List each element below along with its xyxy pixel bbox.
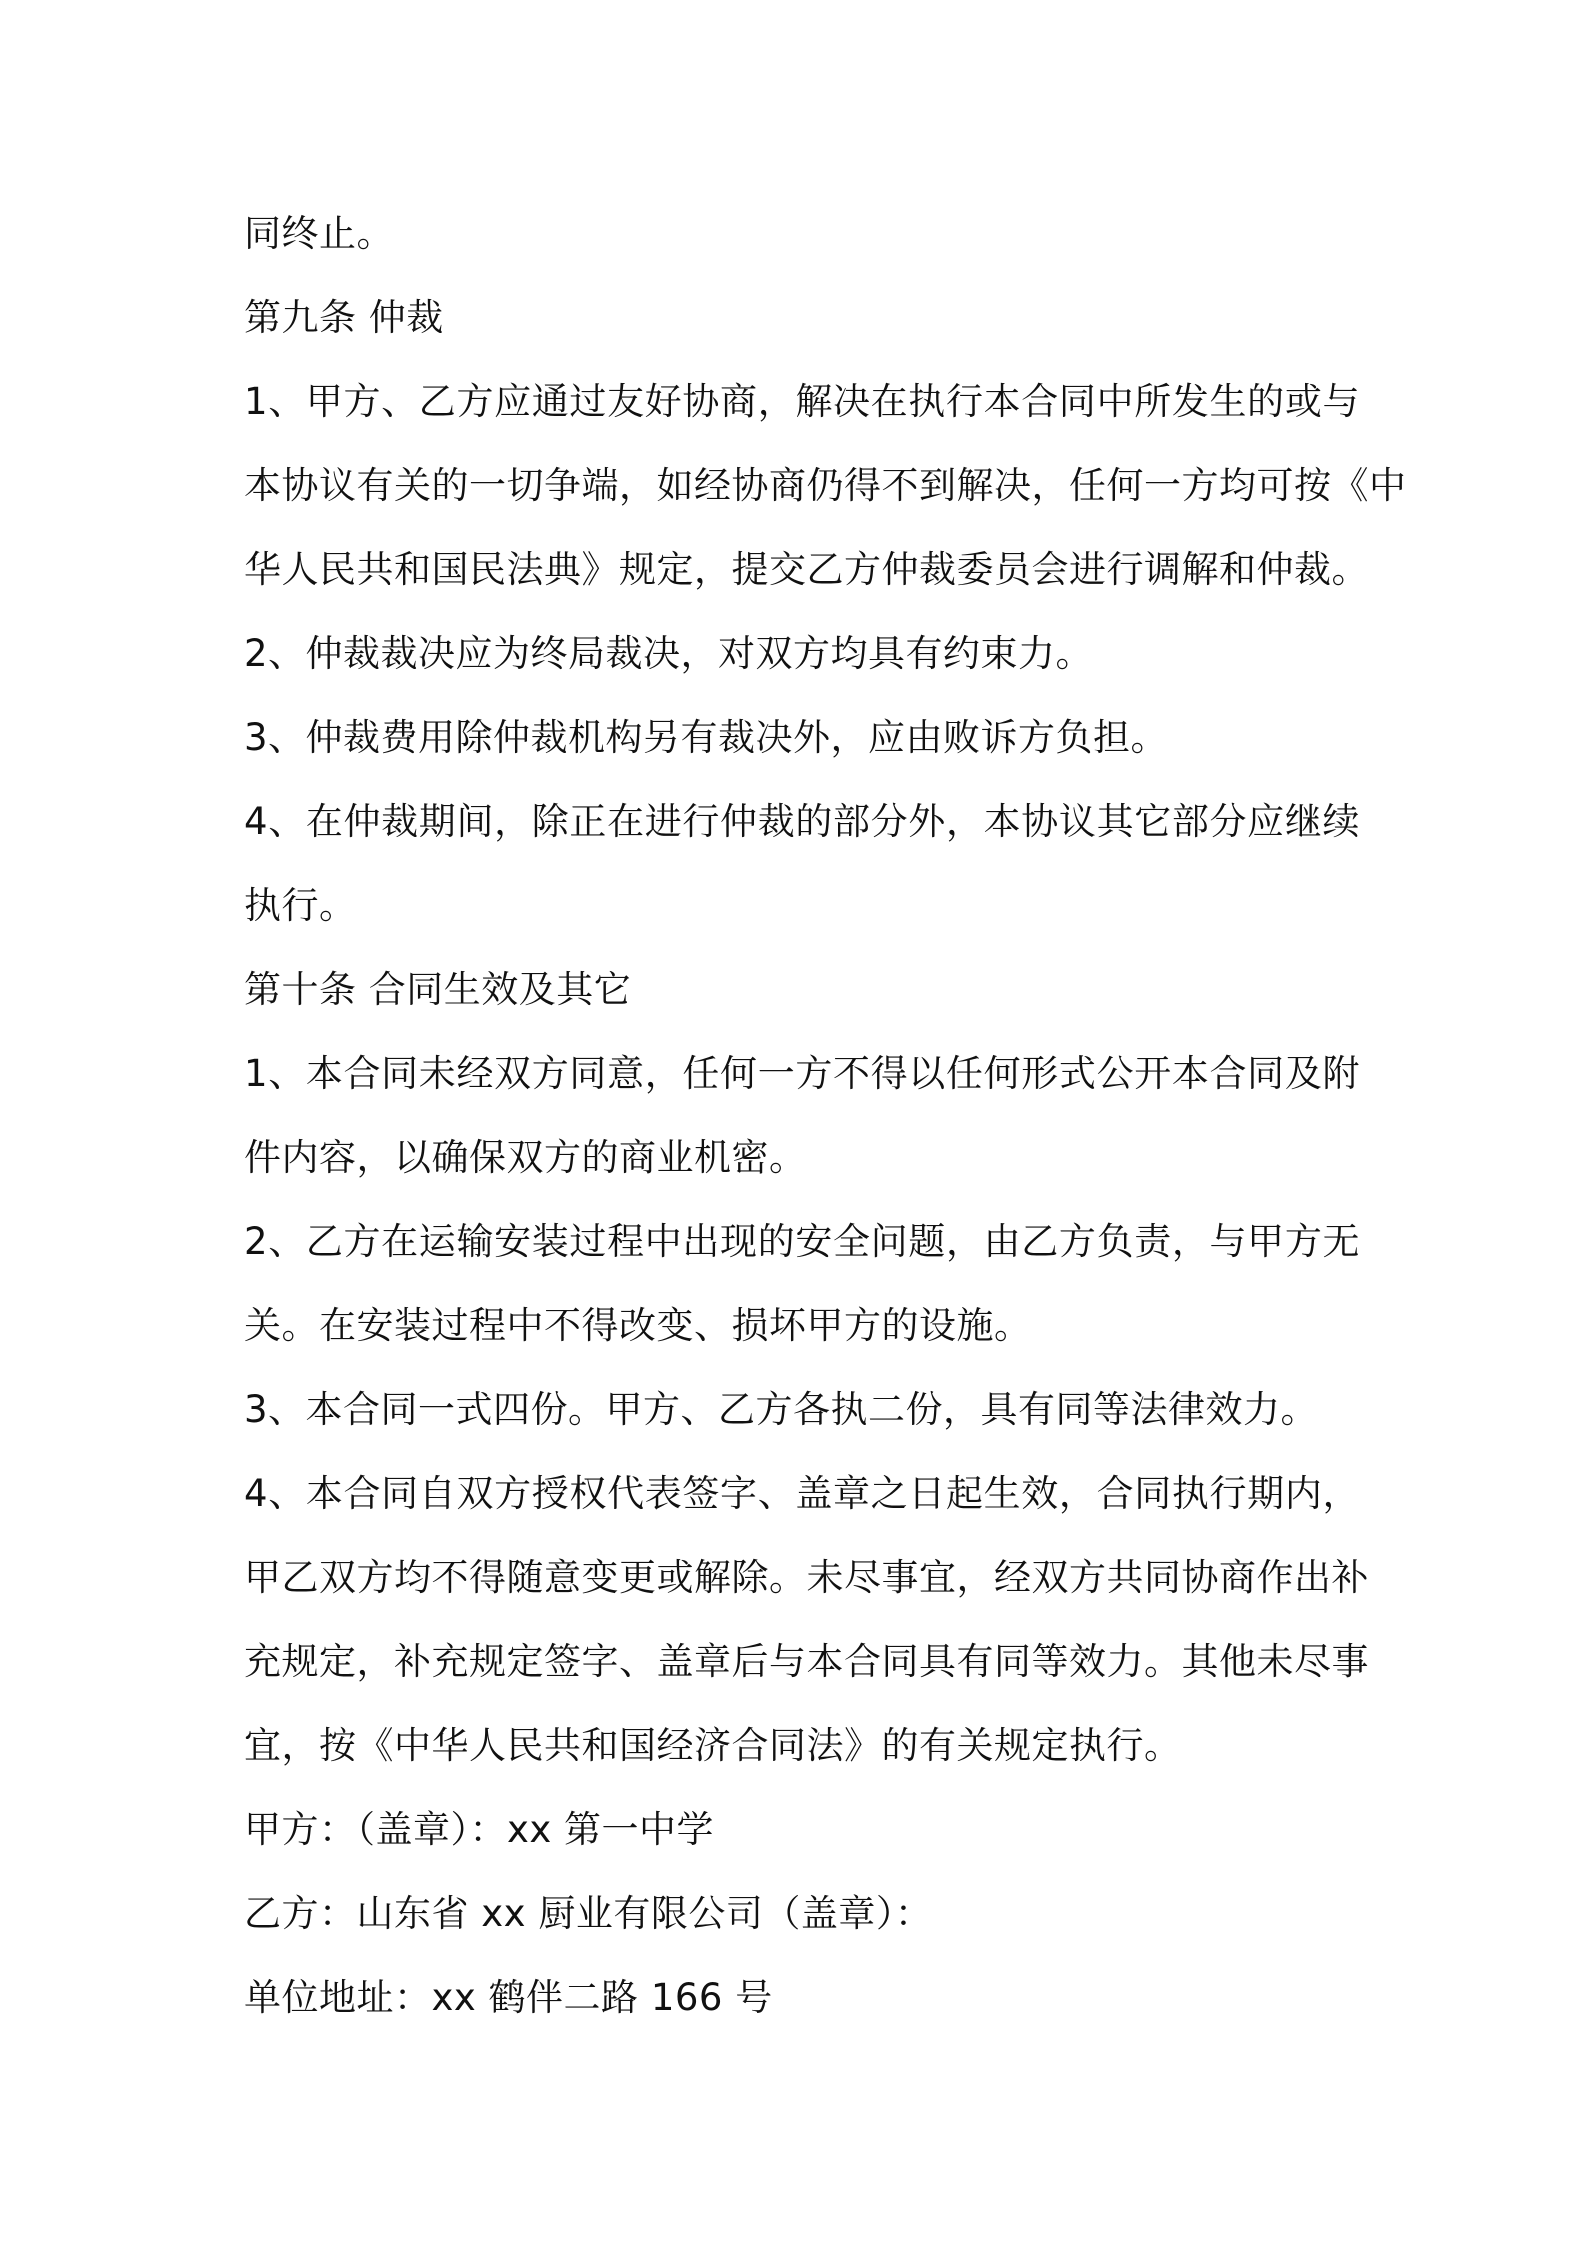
paragraph-line: 本协议有关的一切争端，如经协商仍得不到解决，任何一方均可按《中: [244, 464, 1407, 507]
paragraph-line: 关。在安装过程中不得改变、损坏甲方的设施。: [244, 1304, 1032, 1347]
paragraph-line: 3、仲裁费用除仲裁机构另有裁决外，应由败诉方负担。: [244, 716, 1169, 759]
section-heading-arbitration: 第九条 仲裁: [244, 296, 444, 339]
party-a-signature-line: 甲方：（盖章）：xx 第一中学: [244, 1808, 715, 1851]
paragraph-line: 宜，按《中华人民共和国经济合同法》的有关规定执行。: [244, 1724, 1182, 1767]
paragraph-line: 执行。: [244, 884, 357, 927]
paragraph-line: 甲乙双方均不得随意变更或解除。未尽事宜，经双方共同协商作出补: [244, 1556, 1369, 1599]
paragraph-line: 1、本合同未经双方同意，任何一方不得以任何形式公开本合同及附: [244, 1052, 1360, 1095]
paragraph-line: 同终止。: [244, 212, 394, 255]
paragraph-line: 4、本合同自双方授权代表签字、盖章之日起生效，合同执行期内，: [244, 1472, 1360, 1515]
paragraph-line: 华人民共和国民法典》规定，提交乙方仲裁委员会进行调解和仲裁。: [244, 548, 1369, 591]
section-heading-effectiveness: 第十条 合同生效及其它: [244, 968, 632, 1011]
paragraph-line: 件内容，以确保双方的商业机密。: [244, 1136, 807, 1179]
paragraph-line: 3、本合同一式四份。甲方、乙方各执二份，具有同等法律效力。: [244, 1388, 1319, 1431]
paragraph-line: 充规定，补充规定签字、盖章后与本合同具有同等效力。其他未尽事: [244, 1640, 1369, 1683]
party-b-signature-line: 乙方：山东省 xx 厨业有限公司（盖章）：: [244, 1892, 933, 1935]
paragraph-line: 1、甲方、乙方应通过友好协商，解决在执行本合同中所发生的或与: [244, 380, 1360, 423]
unit-address-line: 单位地址：xx 鹤伴二路 166 号: [244, 1976, 773, 2019]
document-body: [244, 192, 1407, 2040]
paragraph-line: 2、仲裁裁决应为终局裁决，对双方均具有约束力。: [244, 632, 1094, 675]
paragraph-line: 2、乙方在运输安装过程中出现的安全问题，由乙方负责，与甲方无: [244, 1220, 1360, 1263]
paragraph-line: 4、在仲裁期间，除正在进行仲裁的部分外，本协议其它部分应继续: [244, 800, 1360, 843]
